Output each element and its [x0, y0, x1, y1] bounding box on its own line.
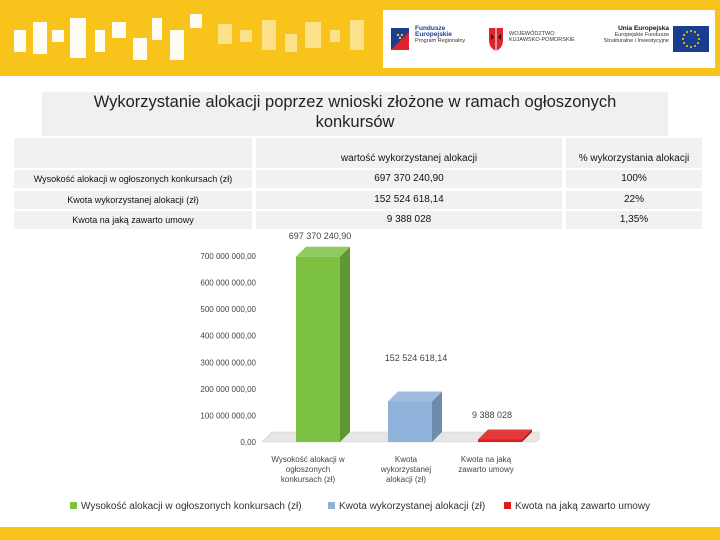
row-label: Kwota na jaką zawarto umowy [14, 211, 252, 229]
logo-wojewodztwo [487, 24, 587, 56]
legend-swatch [504, 502, 511, 509]
bar [478, 440, 522, 442]
logo-bar [383, 10, 715, 68]
row-percent: 1,35% [566, 211, 702, 229]
eu-flag-icon [673, 26, 709, 52]
allocation-bar-chart [180, 230, 540, 498]
category-label-line: ogłoszonych [285, 465, 331, 474]
table-row [14, 170, 704, 190]
legend-item [504, 497, 650, 517]
legend-item [328, 497, 485, 517]
y-tick-label: 700 000 000,00 [200, 252, 256, 261]
decor-square [133, 38, 147, 60]
table-header-value: wartość wykorzystanej alokacji [256, 138, 562, 168]
logo-unia-europejska [597, 24, 713, 56]
decor-square [112, 22, 126, 38]
row-value: 9 388 028 [256, 211, 562, 229]
category-label-line: Kwota na jaką [460, 455, 512, 464]
data-label: 697 370 240,90 [288, 231, 352, 241]
legend-item [70, 497, 302, 517]
legend-label: Kwota wykorzystanej alokacji (zł) [339, 501, 486, 512]
row-value: 697 370 240,90 [256, 170, 562, 188]
fe-line3: Program Regionalny [415, 38, 466, 44]
decor-square [14, 30, 26, 52]
table-row [14, 211, 704, 231]
y-tick-label: 600 000 000,00 [200, 278, 256, 288]
decor-square [218, 24, 232, 44]
category-label-line: alokacji (zł) [385, 475, 427, 484]
table-row [14, 191, 704, 211]
decor-square [330, 30, 340, 42]
page-title [42, 92, 668, 136]
ue-line2: Europejskie Fundusze [614, 32, 669, 38]
logo-fundusze-europejskie [389, 24, 479, 56]
decor-square [262, 20, 276, 50]
legend-swatch [70, 502, 77, 509]
decor-square [190, 14, 202, 28]
category-label-line: Kwota [394, 455, 418, 464]
decor-square [170, 30, 184, 60]
category-label [380, 455, 431, 484]
coat-of-arms-icon [487, 26, 505, 52]
data-label: 9 388 028 [471, 410, 513, 420]
decor-square [95, 30, 105, 52]
decor-square [240, 30, 252, 42]
y-tick-label: 300 000 000,00 [200, 358, 256, 368]
ue-line3: Strukturalne i Inwestycyjne [603, 38, 669, 44]
y-tick-label: 100 000 000,00 [200, 411, 256, 421]
category-label-line: zawarto umowy [458, 465, 514, 474]
table-header-blank [14, 138, 252, 168]
category-label-line: wykorzystanej [380, 465, 432, 474]
decor-square [152, 18, 162, 40]
footer-band [0, 527, 720, 540]
woj-line2: KUJAWSKO-POMORSKIE [509, 37, 575, 43]
bar [296, 257, 340, 442]
data-label: 152 524 618,14 [384, 353, 448, 363]
fe-line1: Fundusze [415, 25, 446, 32]
chart-legend [62, 497, 674, 517]
title-line1: Wykorzystanie alokacji poprzez wnioski złożone w ramach ogłoszonych [93, 93, 617, 111]
category-label-line: konkursach (zł) [280, 475, 336, 484]
legend-label: Wysokość alokacji w ogłoszonych konkursach (zł) [81, 501, 302, 512]
y-tick-label: 400 000 000,00 [200, 331, 256, 341]
ue-line1: Unia Europejska [618, 25, 669, 32]
category-label [271, 455, 345, 484]
woj-line1: WOJEWÓDZTWO [509, 31, 555, 37]
y-tick-label: 0,00 [240, 438, 256, 447]
row-label: Wysokość alokacji w ogłoszonych konkursach (zł) [14, 170, 252, 188]
row-percent: 22% [566, 191, 702, 209]
legend-swatch [328, 502, 335, 509]
decor-square [350, 20, 364, 50]
table-header-percent: % wykorzystania alokacji [566, 138, 702, 168]
decor-square [33, 22, 47, 54]
fe-line2: Europejskie [415, 31, 452, 38]
decor-square [285, 34, 297, 52]
header-band [0, 0, 720, 76]
row-percent: 100% [566, 170, 702, 188]
row-label: Kwota wykorzystanej alokacji (zł) [14, 191, 252, 209]
fe-emblem-icon [389, 26, 411, 52]
y-tick-label: 500 000 000,00 [200, 305, 256, 315]
table-header-row [14, 138, 704, 164]
bar-side [340, 247, 350, 442]
decor-square [305, 22, 321, 48]
row-value: 152 524 618,14 [256, 191, 562, 209]
legend-label: Kwota na jaką zawarto umowy [515, 501, 651, 512]
y-tick-label: 200 000 000,00 [200, 384, 256, 394]
decor-square [52, 30, 64, 42]
title-line2: konkursów [315, 113, 395, 131]
category-label [458, 455, 514, 474]
decor-square [70, 18, 86, 58]
category-label-line: Wysokość alokacji w [271, 455, 345, 464]
bar [388, 401, 432, 442]
